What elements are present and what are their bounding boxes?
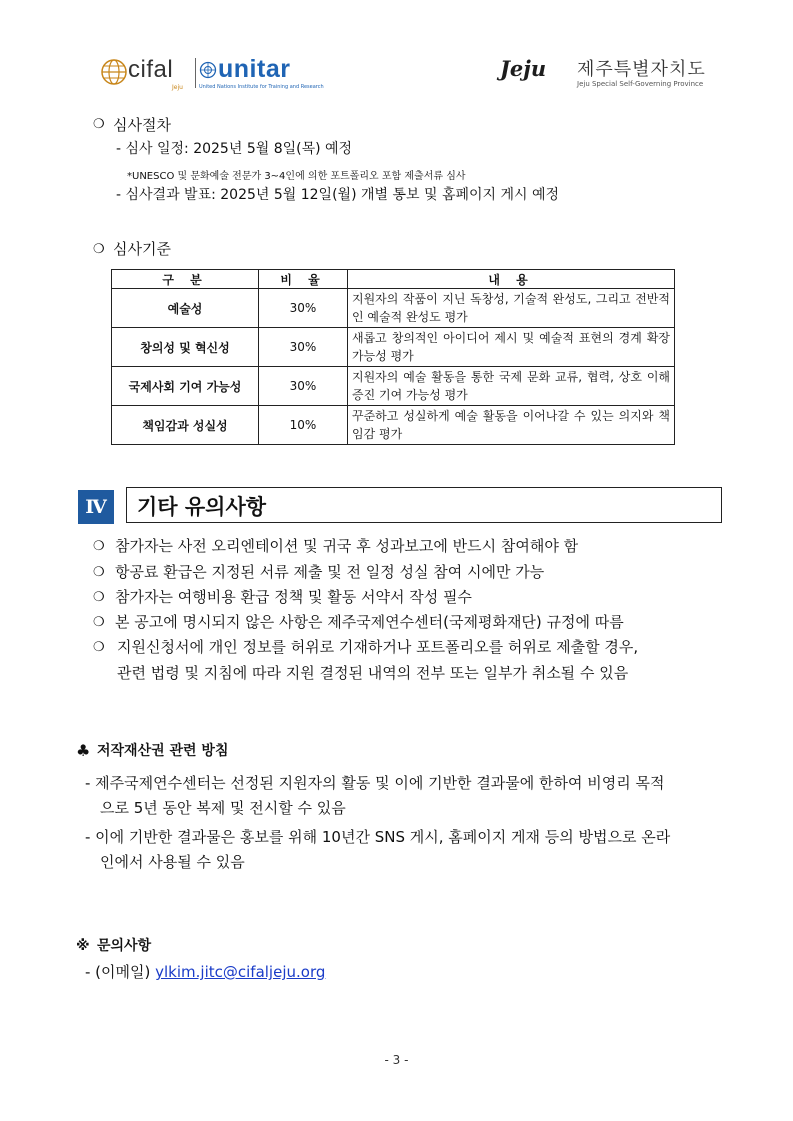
copyright-item1-line1: - 제주국제연수센터는 선정된 지원자의 활동 및 이에 기반한 결과물에 한하여 비영리 목적 xyxy=(85,774,665,792)
cifal-logo-sub: Jeju xyxy=(172,84,183,91)
copyright-item2-line2: 인에서 사용될 수 있음 xyxy=(100,853,245,871)
notice-bullet: ❍ xyxy=(93,615,105,630)
review-bullet: ❍ xyxy=(93,117,105,132)
criteria-desc: 꾸준하고 성실하게 예술 활동을 이어나갈 수 있는 의지와 책임감 평가 xyxy=(348,406,675,445)
criteria-desc: 새롭고 창의적인 아이디어 제시 및 예술적 표현의 경계 확장 가능성 평가 xyxy=(348,328,675,367)
table-header-content: 내 용 xyxy=(348,270,675,289)
unitar-logo-sub: United Nations Institute for Training and Research xyxy=(199,84,324,90)
review-note: *UNESCO 및 문화예술 전문가 3~4인에 의한 포트폴리오 포함 제출서류 심사 xyxy=(127,171,466,182)
table-header-row xyxy=(112,270,675,289)
criteria-ratio: 30% xyxy=(259,328,348,367)
criteria-title: 심사기준 xyxy=(113,240,171,258)
criteria-desc: 지원자의 예술 활동을 통한 국제 문화 교류, 협력, 상호 이해 증진 기여 가능성 평가 xyxy=(348,367,675,406)
notice-bullet: ❍ xyxy=(93,640,105,655)
notice-item-last-line2: 관련 법령 및 지침에 따라 지원 결정된 내역의 전부 또는 일부가 취소될 수 있음 xyxy=(117,664,629,682)
club-icon: ♣ xyxy=(76,741,91,760)
notice-item: 항공료 환급은 지정된 서류 제출 및 전 일정 성실 참여 시에만 가능 xyxy=(115,563,545,581)
table-header-ratio: 비 율 xyxy=(259,270,348,289)
contact-prefix: - (이메일) xyxy=(85,963,151,981)
cifal-logo-text: cifal xyxy=(128,56,174,83)
review-title: 심사절차 xyxy=(113,116,171,134)
criteria-ratio: 10% xyxy=(259,406,348,445)
notice-item: 참가자는 여행비용 환급 정책 및 활동 서약서 작성 필수 xyxy=(115,588,472,606)
jeju-province-name: 제주특별자치도 xyxy=(577,59,706,80)
criteria-ratio: 30% xyxy=(259,367,348,406)
notice-bullet: ❍ xyxy=(93,590,105,605)
jeju-province-sub: Jeju Special Self-Governing Province xyxy=(577,80,704,88)
criteria-desc: 지원자의 작품이 지닌 독창성, 기술적 완성도, 그리고 전반적인 예술적 완성도 평가 xyxy=(348,289,675,328)
un-emblem-icon xyxy=(199,61,217,79)
criteria-name: 창의성 및 혁신성 xyxy=(112,328,259,367)
notice-item: 참가자는 사전 오리엔테이션 및 귀국 후 성과보고에 반드시 참여해야 함 xyxy=(115,537,579,555)
contact-title: 문의사항 xyxy=(97,938,152,954)
table-row xyxy=(112,328,675,367)
section-title: 기타 유의사항 xyxy=(137,495,267,519)
review-schedule: - 심사 일정: 2025년 5월 8일(목) 예정 xyxy=(116,141,353,157)
contact-email-link[interactable]: ylkim.jitc@cifaljeju.org xyxy=(155,963,326,981)
notice-item: 본 공고에 명시되지 않은 사항은 제주국제연수센터(국제평화재단) 규정에 따름 xyxy=(115,613,624,631)
logo-divider xyxy=(195,58,196,88)
criteria-name: 예술성 xyxy=(112,289,259,328)
jeju-logo: Jeju xyxy=(500,56,547,81)
criteria-name: 책임감과 성실성 xyxy=(112,406,259,445)
table-row xyxy=(112,406,675,445)
criteria-name: 국제사회 기여 가능성 xyxy=(112,367,259,406)
reference-mark-icon: ※ xyxy=(76,938,90,954)
review-announce: - 심사결과 발표: 2025년 5월 12일(월) 개별 통보 및 홈페이지 게시 예정 xyxy=(116,187,560,203)
contact-line xyxy=(85,961,325,983)
unitar-logo-text: unitar xyxy=(218,55,291,83)
copyright-item2-line1: - 이에 기반한 결과물은 홍보를 위해 10년간 SNS 게시, 홈페이지 게재 등의 방법으로 온라 xyxy=(85,828,671,846)
copyright-item1-line2: 으로 5년 동안 복제 및 전시할 수 있음 xyxy=(100,799,346,817)
table-row xyxy=(112,367,675,406)
criteria-table xyxy=(111,269,675,445)
criteria-bullet: ❍ xyxy=(93,242,105,257)
notice-bullet: ❍ xyxy=(93,565,105,580)
section-number: Ⅳ xyxy=(78,490,114,524)
table-row xyxy=(112,289,675,328)
table-header-category: 구 분 xyxy=(112,270,259,289)
copyright-title: 저작재산권 관련 방침 xyxy=(97,743,229,759)
notice-bullet: ❍ xyxy=(93,539,105,554)
cifal-globe-icon xyxy=(100,58,128,86)
page-number: - 3 - xyxy=(384,1053,409,1067)
notice-item-last-line1: 지원신청서에 개인 정보를 허위로 기재하거나 포트폴리오를 허위로 제출할 경우, xyxy=(117,638,639,656)
criteria-ratio: 30% xyxy=(259,289,348,328)
